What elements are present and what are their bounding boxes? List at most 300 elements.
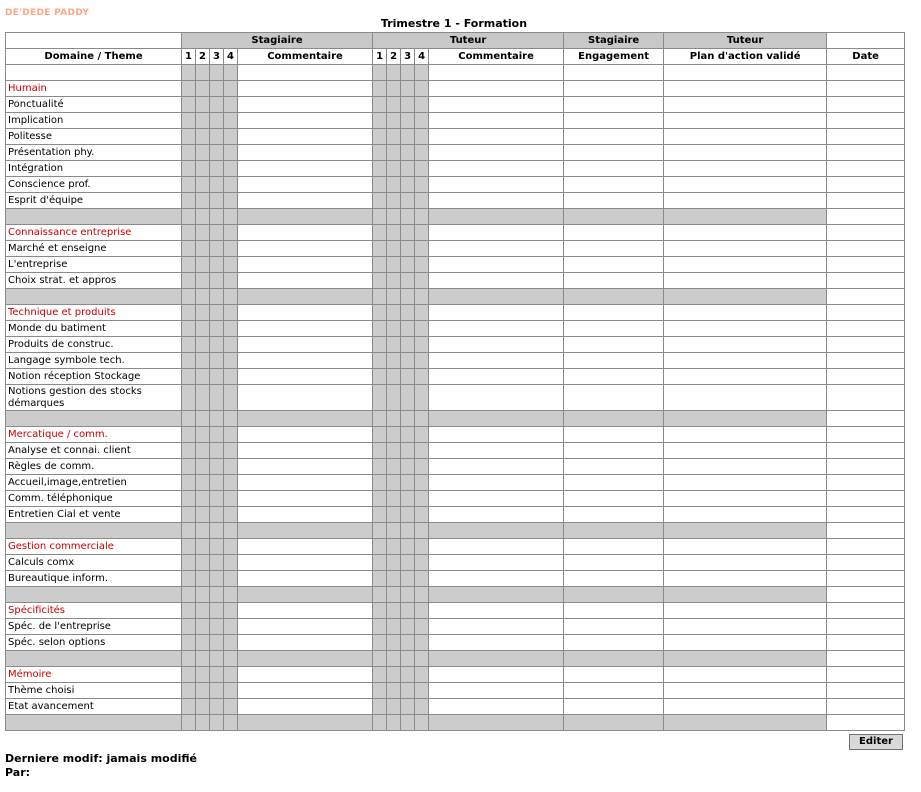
tuteur-comment-cell[interactable]: [429, 507, 564, 523]
tuteur-score-4-cell[interactable]: [415, 353, 429, 369]
tuteur-comment-cell[interactable]: [429, 129, 564, 145]
tuteur-score-3-cell[interactable]: [401, 459, 415, 475]
stagiaire-score-3-cell[interactable]: [210, 305, 224, 321]
stagiaire-score-1-cell[interactable]: [182, 193, 196, 209]
tuteur-score-4-cell[interactable]: [415, 225, 429, 241]
tuteur-score-4-cell[interactable]: [415, 459, 429, 475]
plan-cell[interactable]: [664, 257, 827, 273]
stagiaire-score-2-cell[interactable]: [196, 97, 210, 113]
stagiaire-score-2-cell[interactable]: [196, 475, 210, 491]
date-cell[interactable]: [827, 459, 905, 475]
tuteur-score-3-cell[interactable]: [401, 273, 415, 289]
tuteur-score-1-cell[interactable]: [373, 113, 387, 129]
stagiaire-comment-cell[interactable]: [238, 161, 373, 177]
date-cell[interactable]: [827, 683, 905, 699]
stagiaire-score-3-cell[interactable]: [210, 571, 224, 587]
stagiaire-score-4-cell[interactable]: [224, 177, 238, 193]
date-cell[interactable]: [827, 81, 905, 97]
tuteur-comment-cell[interactable]: [429, 491, 564, 507]
stagiaire-score-3-cell[interactable]: [210, 385, 224, 411]
tuteur-score-1-cell[interactable]: [373, 65, 387, 81]
plan-cell[interactable]: [664, 443, 827, 459]
stagiaire-score-3-cell[interactable]: [210, 65, 224, 81]
stagiaire-score-4-cell[interactable]: [224, 353, 238, 369]
stagiaire-score-4-cell[interactable]: [224, 635, 238, 651]
stagiaire-score-3-cell[interactable]: [210, 273, 224, 289]
stagiaire-score-1-cell[interactable]: [182, 667, 196, 683]
tuteur-score-1-cell[interactable]: [373, 475, 387, 491]
stagiaire-score-1-cell[interactable]: [182, 491, 196, 507]
stagiaire-score-3-cell[interactable]: [210, 113, 224, 129]
stagiaire-score-2-cell[interactable]: [196, 369, 210, 385]
stagiaire-score-4-cell[interactable]: [224, 81, 238, 97]
tuteur-comment-cell[interactable]: [429, 241, 564, 257]
stagiaire-score-1-cell[interactable]: [182, 475, 196, 491]
tuteur-score-4-cell[interactable]: [415, 65, 429, 81]
stagiaire-score-2-cell[interactable]: [196, 81, 210, 97]
stagiaire-score-3-cell[interactable]: [210, 129, 224, 145]
engagement-cell[interactable]: [564, 257, 664, 273]
tuteur-score-4-cell[interactable]: [415, 427, 429, 443]
stagiaire-score-4-cell[interactable]: [224, 369, 238, 385]
engagement-cell[interactable]: [564, 273, 664, 289]
engagement-cell[interactable]: [564, 97, 664, 113]
tuteur-score-4-cell[interactable]: [415, 635, 429, 651]
stagiaire-score-2-cell[interactable]: [196, 385, 210, 411]
stagiaire-score-3-cell[interactable]: [210, 353, 224, 369]
plan-cell[interactable]: [664, 555, 827, 571]
engagement-cell[interactable]: [564, 443, 664, 459]
stagiaire-score-2-cell[interactable]: [196, 683, 210, 699]
stagiaire-score-1-cell[interactable]: [182, 571, 196, 587]
date-cell[interactable]: [827, 571, 905, 587]
tuteur-comment-cell[interactable]: [429, 427, 564, 443]
stagiaire-score-3-cell[interactable]: [210, 699, 224, 715]
engagement-cell[interactable]: [564, 369, 664, 385]
stagiaire-score-2-cell[interactable]: [196, 161, 210, 177]
plan-cell[interactable]: [664, 491, 827, 507]
stagiaire-comment-cell[interactable]: [238, 603, 373, 619]
date-cell[interactable]: [827, 635, 905, 651]
stagiaire-score-4-cell[interactable]: [224, 321, 238, 337]
tuteur-comment-cell[interactable]: [429, 305, 564, 321]
tuteur-score-3-cell[interactable]: [401, 443, 415, 459]
stagiaire-comment-cell[interactable]: [238, 427, 373, 443]
tuteur-comment-cell[interactable]: [429, 97, 564, 113]
stagiaire-score-2-cell[interactable]: [196, 539, 210, 555]
tuteur-score-2-cell[interactable]: [387, 571, 401, 587]
stagiaire-comment-cell[interactable]: [238, 145, 373, 161]
date-cell[interactable]: [827, 113, 905, 129]
tuteur-score-3-cell[interactable]: [401, 337, 415, 353]
tuteur-comment-cell[interactable]: [429, 113, 564, 129]
date-cell[interactable]: [827, 65, 905, 81]
engagement-cell[interactable]: [564, 65, 664, 81]
date-cell[interactable]: [827, 475, 905, 491]
stagiaire-score-3-cell[interactable]: [210, 241, 224, 257]
tuteur-score-3-cell[interactable]: [401, 699, 415, 715]
date-cell[interactable]: [827, 337, 905, 353]
plan-cell[interactable]: [664, 635, 827, 651]
stagiaire-comment-cell[interactable]: [238, 619, 373, 635]
stagiaire-score-4-cell[interactable]: [224, 459, 238, 475]
stagiaire-score-1-cell[interactable]: [182, 635, 196, 651]
plan-cell[interactable]: [664, 321, 827, 337]
stagiaire-score-1-cell[interactable]: [182, 305, 196, 321]
tuteur-score-1-cell[interactable]: [373, 193, 387, 209]
engagement-cell[interactable]: [564, 177, 664, 193]
stagiaire-score-2-cell[interactable]: [196, 145, 210, 161]
stagiaire-comment-cell[interactable]: [238, 491, 373, 507]
plan-cell[interactable]: [664, 337, 827, 353]
tuteur-score-3-cell[interactable]: [401, 683, 415, 699]
date-cell[interactable]: [827, 97, 905, 113]
tuteur-score-1-cell[interactable]: [373, 683, 387, 699]
tuteur-score-3-cell[interactable]: [401, 81, 415, 97]
tuteur-score-1-cell[interactable]: [373, 81, 387, 97]
tuteur-comment-cell[interactable]: [429, 459, 564, 475]
tuteur-score-3-cell[interactable]: [401, 145, 415, 161]
stagiaire-score-2-cell[interactable]: [196, 667, 210, 683]
stagiaire-score-4-cell[interactable]: [224, 337, 238, 353]
stagiaire-score-1-cell[interactable]: [182, 555, 196, 571]
tuteur-score-2-cell[interactable]: [387, 491, 401, 507]
engagement-cell[interactable]: [564, 385, 664, 411]
stagiaire-score-1-cell[interactable]: [182, 161, 196, 177]
stagiaire-score-2-cell[interactable]: [196, 619, 210, 635]
engagement-cell[interactable]: [564, 683, 664, 699]
stagiaire-score-4-cell[interactable]: [224, 555, 238, 571]
tuteur-score-1-cell[interactable]: [373, 459, 387, 475]
stagiaire-score-4-cell[interactable]: [224, 305, 238, 321]
tuteur-score-4-cell[interactable]: [415, 113, 429, 129]
tuteur-score-4-cell[interactable]: [415, 161, 429, 177]
tuteur-score-3-cell[interactable]: [401, 177, 415, 193]
tuteur-score-3-cell[interactable]: [401, 241, 415, 257]
tuteur-score-1-cell[interactable]: [373, 507, 387, 523]
stagiaire-score-3-cell[interactable]: [210, 475, 224, 491]
tuteur-score-2-cell[interactable]: [387, 443, 401, 459]
stagiaire-score-2-cell[interactable]: [196, 427, 210, 443]
tuteur-score-4-cell[interactable]: [415, 97, 429, 113]
stagiaire-score-1-cell[interactable]: [182, 65, 196, 81]
tuteur-score-4-cell[interactable]: [415, 667, 429, 683]
stagiaire-comment-cell[interactable]: [238, 369, 373, 385]
engagement-cell[interactable]: [564, 539, 664, 555]
tuteur-comment-cell[interactable]: [429, 161, 564, 177]
tuteur-score-3-cell[interactable]: [401, 65, 415, 81]
tuteur-score-2-cell[interactable]: [387, 507, 401, 523]
tuteur-score-4-cell[interactable]: [415, 539, 429, 555]
stagiaire-score-2-cell[interactable]: [196, 129, 210, 145]
tuteur-score-1-cell[interactable]: [373, 177, 387, 193]
plan-cell[interactable]: [664, 571, 827, 587]
tuteur-score-4-cell[interactable]: [415, 81, 429, 97]
tuteur-score-2-cell[interactable]: [387, 97, 401, 113]
tuteur-score-3-cell[interactable]: [401, 475, 415, 491]
plan-cell[interactable]: [664, 539, 827, 555]
tuteur-comment-cell[interactable]: [429, 321, 564, 337]
stagiaire-score-3-cell[interactable]: [210, 81, 224, 97]
plan-cell[interactable]: [664, 603, 827, 619]
engagement-cell[interactable]: [564, 321, 664, 337]
tuteur-score-1-cell[interactable]: [373, 443, 387, 459]
stagiaire-score-3-cell[interactable]: [210, 257, 224, 273]
stagiaire-score-1-cell[interactable]: [182, 81, 196, 97]
plan-cell[interactable]: [664, 177, 827, 193]
tuteur-score-2-cell[interactable]: [387, 555, 401, 571]
stagiaire-score-4-cell[interactable]: [224, 443, 238, 459]
tuteur-score-2-cell[interactable]: [387, 337, 401, 353]
tuteur-score-1-cell[interactable]: [373, 337, 387, 353]
tuteur-score-2-cell[interactable]: [387, 475, 401, 491]
tuteur-score-4-cell[interactable]: [415, 385, 429, 411]
tuteur-score-2-cell[interactable]: [387, 667, 401, 683]
tuteur-score-4-cell[interactable]: [415, 273, 429, 289]
date-cell[interactable]: [827, 427, 905, 443]
tuteur-score-2-cell[interactable]: [387, 385, 401, 411]
stagiaire-score-1-cell[interactable]: [182, 321, 196, 337]
tuteur-score-2-cell[interactable]: [387, 459, 401, 475]
tuteur-score-4-cell[interactable]: [415, 321, 429, 337]
date-cell[interactable]: [827, 321, 905, 337]
tuteur-comment-cell[interactable]: [429, 667, 564, 683]
date-cell[interactable]: [827, 193, 905, 209]
plan-cell[interactable]: [664, 145, 827, 161]
stagiaire-comment-cell[interactable]: [238, 65, 373, 81]
tuteur-score-4-cell[interactable]: [415, 145, 429, 161]
tuteur-score-4-cell[interactable]: [415, 337, 429, 353]
tuteur-score-4-cell[interactable]: [415, 193, 429, 209]
tuteur-score-3-cell[interactable]: [401, 369, 415, 385]
plan-cell[interactable]: [664, 427, 827, 443]
tuteur-score-3-cell[interactable]: [401, 619, 415, 635]
stagiaire-score-4-cell[interactable]: [224, 97, 238, 113]
tuteur-comment-cell[interactable]: [429, 193, 564, 209]
plan-cell[interactable]: [664, 129, 827, 145]
engagement-cell[interactable]: [564, 459, 664, 475]
tuteur-score-3-cell[interactable]: [401, 539, 415, 555]
tuteur-score-3-cell[interactable]: [401, 491, 415, 507]
tuteur-score-1-cell[interactable]: [373, 491, 387, 507]
stagiaire-score-1-cell[interactable]: [182, 113, 196, 129]
stagiaire-comment-cell[interactable]: [238, 385, 373, 411]
tuteur-comment-cell[interactable]: [429, 369, 564, 385]
tuteur-score-3-cell[interactable]: [401, 571, 415, 587]
stagiaire-score-1-cell[interactable]: [182, 257, 196, 273]
tuteur-score-3-cell[interactable]: [401, 507, 415, 523]
stagiaire-score-1-cell[interactable]: [182, 177, 196, 193]
tuteur-score-3-cell[interactable]: [401, 321, 415, 337]
tuteur-score-4-cell[interactable]: [415, 241, 429, 257]
stagiaire-comment-cell[interactable]: [238, 539, 373, 555]
tuteur-score-2-cell[interactable]: [387, 699, 401, 715]
stagiaire-score-2-cell[interactable]: [196, 699, 210, 715]
stagiaire-score-4-cell[interactable]: [224, 193, 238, 209]
tuteur-score-2-cell[interactable]: [387, 225, 401, 241]
stagiaire-score-1-cell[interactable]: [182, 97, 196, 113]
tuteur-score-4-cell[interactable]: [415, 619, 429, 635]
stagiaire-comment-cell[interactable]: [238, 225, 373, 241]
tuteur-score-1-cell[interactable]: [373, 369, 387, 385]
stagiaire-score-4-cell[interactable]: [224, 273, 238, 289]
tuteur-comment-cell[interactable]: [429, 225, 564, 241]
plan-cell[interactable]: [664, 683, 827, 699]
tuteur-score-1-cell[interactable]: [373, 257, 387, 273]
tuteur-score-2-cell[interactable]: [387, 683, 401, 699]
plan-cell[interactable]: [664, 475, 827, 491]
tuteur-comment-cell[interactable]: [429, 385, 564, 411]
stagiaire-comment-cell[interactable]: [238, 241, 373, 257]
stagiaire-comment-cell[interactable]: [238, 353, 373, 369]
engagement-cell[interactable]: [564, 113, 664, 129]
plan-cell[interactable]: [664, 667, 827, 683]
tuteur-score-2-cell[interactable]: [387, 145, 401, 161]
tuteur-score-4-cell[interactable]: [415, 177, 429, 193]
date-cell[interactable]: [827, 257, 905, 273]
tuteur-score-1-cell[interactable]: [373, 539, 387, 555]
stagiaire-score-4-cell[interactable]: [224, 699, 238, 715]
stagiaire-score-3-cell[interactable]: [210, 177, 224, 193]
tuteur-comment-cell[interactable]: [429, 571, 564, 587]
stagiaire-score-4-cell[interactable]: [224, 507, 238, 523]
tuteur-score-2-cell[interactable]: [387, 241, 401, 257]
date-cell[interactable]: [827, 491, 905, 507]
tuteur-score-2-cell[interactable]: [387, 635, 401, 651]
stagiaire-comment-cell[interactable]: [238, 273, 373, 289]
plan-cell[interactable]: [664, 241, 827, 257]
stagiaire-score-3-cell[interactable]: [210, 369, 224, 385]
engagement-cell[interactable]: [564, 353, 664, 369]
tuteur-score-3-cell[interactable]: [401, 603, 415, 619]
date-cell[interactable]: [827, 603, 905, 619]
stagiaire-score-1-cell[interactable]: [182, 619, 196, 635]
plan-cell[interactable]: [664, 353, 827, 369]
tuteur-comment-cell[interactable]: [429, 699, 564, 715]
tuteur-score-1-cell[interactable]: [373, 353, 387, 369]
stagiaire-score-3-cell[interactable]: [210, 555, 224, 571]
stagiaire-score-2-cell[interactable]: [196, 571, 210, 587]
stagiaire-score-3-cell[interactable]: [210, 427, 224, 443]
tuteur-comment-cell[interactable]: [429, 145, 564, 161]
tuteur-score-3-cell[interactable]: [401, 97, 415, 113]
stagiaire-comment-cell[interactable]: [238, 81, 373, 97]
stagiaire-comment-cell[interactable]: [238, 321, 373, 337]
tuteur-score-4-cell[interactable]: [415, 491, 429, 507]
stagiaire-score-2-cell[interactable]: [196, 225, 210, 241]
plan-cell[interactable]: [664, 385, 827, 411]
date-cell[interactable]: [827, 273, 905, 289]
stagiaire-score-4-cell[interactable]: [224, 683, 238, 699]
tuteur-score-2-cell[interactable]: [387, 619, 401, 635]
plan-cell[interactable]: [664, 65, 827, 81]
engagement-cell[interactable]: [564, 571, 664, 587]
stagiaire-score-1-cell[interactable]: [182, 369, 196, 385]
stagiaire-score-4-cell[interactable]: [224, 427, 238, 443]
engagement-cell[interactable]: [564, 81, 664, 97]
tuteur-comment-cell[interactable]: [429, 353, 564, 369]
tuteur-score-3-cell[interactable]: [401, 667, 415, 683]
stagiaire-score-4-cell[interactable]: [224, 241, 238, 257]
tuteur-score-1-cell[interactable]: [373, 619, 387, 635]
tuteur-score-2-cell[interactable]: [387, 193, 401, 209]
stagiaire-score-4-cell[interactable]: [224, 257, 238, 273]
stagiaire-score-3-cell[interactable]: [210, 337, 224, 353]
engagement-cell[interactable]: [564, 619, 664, 635]
tuteur-score-2-cell[interactable]: [387, 603, 401, 619]
tuteur-comment-cell[interactable]: [429, 619, 564, 635]
tuteur-score-4-cell[interactable]: [415, 129, 429, 145]
tuteur-comment-cell[interactable]: [429, 443, 564, 459]
stagiaire-score-2-cell[interactable]: [196, 507, 210, 523]
stagiaire-score-2-cell[interactable]: [196, 491, 210, 507]
stagiaire-score-4-cell[interactable]: [224, 619, 238, 635]
stagiaire-score-3-cell[interactable]: [210, 603, 224, 619]
tuteur-score-1-cell[interactable]: [373, 241, 387, 257]
stagiaire-comment-cell[interactable]: [238, 699, 373, 715]
engagement-cell[interactable]: [564, 241, 664, 257]
tuteur-score-1-cell[interactable]: [373, 603, 387, 619]
tuteur-comment-cell[interactable]: [429, 177, 564, 193]
stagiaire-score-4-cell[interactable]: [224, 667, 238, 683]
tuteur-score-4-cell[interactable]: [415, 305, 429, 321]
tuteur-comment-cell[interactable]: [429, 555, 564, 571]
date-cell[interactable]: [827, 353, 905, 369]
tuteur-score-1-cell[interactable]: [373, 273, 387, 289]
stagiaire-score-1-cell[interactable]: [182, 353, 196, 369]
stagiaire-comment-cell[interactable]: [238, 305, 373, 321]
stagiaire-score-1-cell[interactable]: [182, 241, 196, 257]
tuteur-score-1-cell[interactable]: [373, 129, 387, 145]
date-cell[interactable]: [827, 539, 905, 555]
tuteur-score-4-cell[interactable]: [415, 443, 429, 459]
date-cell[interactable]: [827, 385, 905, 411]
stagiaire-score-3-cell[interactable]: [210, 225, 224, 241]
stagiaire-comment-cell[interactable]: [238, 177, 373, 193]
stagiaire-score-3-cell[interactable]: [210, 683, 224, 699]
stagiaire-comment-cell[interactable]: [238, 113, 373, 129]
stagiaire-score-2-cell[interactable]: [196, 321, 210, 337]
tuteur-score-1-cell[interactable]: [373, 305, 387, 321]
tuteur-score-2-cell[interactable]: [387, 539, 401, 555]
tuteur-score-3-cell[interactable]: [401, 193, 415, 209]
stagiaire-score-1-cell[interactable]: [182, 683, 196, 699]
plan-cell[interactable]: [664, 225, 827, 241]
stagiaire-score-2-cell[interactable]: [196, 177, 210, 193]
engagement-cell[interactable]: [564, 305, 664, 321]
stagiaire-score-4-cell[interactable]: [224, 571, 238, 587]
engagement-cell[interactable]: [564, 193, 664, 209]
stagiaire-score-1-cell[interactable]: [182, 337, 196, 353]
stagiaire-score-2-cell[interactable]: [196, 443, 210, 459]
tuteur-comment-cell[interactable]: [429, 337, 564, 353]
tuteur-score-1-cell[interactable]: [373, 667, 387, 683]
plan-cell[interactable]: [664, 369, 827, 385]
date-cell[interactable]: [827, 699, 905, 715]
tuteur-comment-cell[interactable]: [429, 273, 564, 289]
tuteur-score-1-cell[interactable]: [373, 571, 387, 587]
tuteur-score-1-cell[interactable]: [373, 555, 387, 571]
stagiaire-comment-cell[interactable]: [238, 683, 373, 699]
tuteur-score-2-cell[interactable]: [387, 321, 401, 337]
stagiaire-score-1-cell[interactable]: [182, 225, 196, 241]
tuteur-score-2-cell[interactable]: [387, 177, 401, 193]
stagiaire-comment-cell[interactable]: [238, 555, 373, 571]
plan-cell[interactable]: [664, 81, 827, 97]
tuteur-score-3-cell[interactable]: [401, 161, 415, 177]
stagiaire-comment-cell[interactable]: [238, 257, 373, 273]
tuteur-score-4-cell[interactable]: [415, 603, 429, 619]
